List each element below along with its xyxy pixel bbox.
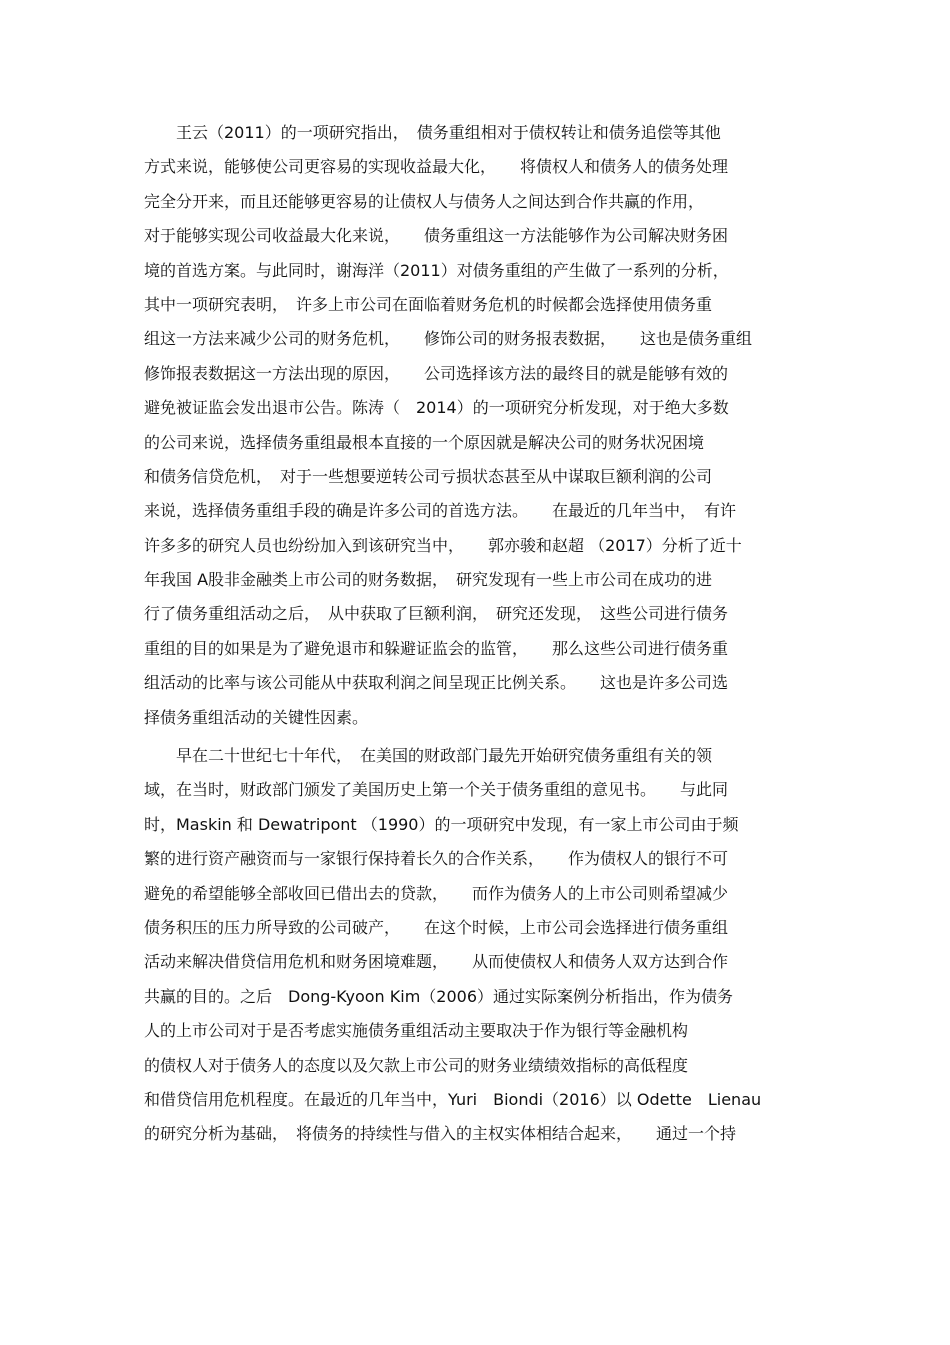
text-line: 其中一项研究表明， 许多上市公司在面临着财务危机的时候都会选择使用债务重 <box>144 294 713 314</box>
text-line: 域，在当时，财政部门颁发了美国历史上第一个关于债务重组的意见书。 与此同 <box>144 780 729 800</box>
text-line: 避免的希望能够全部收回已借出去的贷款， 而作为债务人的上市公司则希望减少 <box>144 883 729 903</box>
text-line: 繁的进行资产融资而与一家银行保持着长久的合作关系， 作为债权人的银行不可 <box>144 849 729 869</box>
text-line: 组活动的比率与该公司能从中获取利润之间呈现正比例关系。 这也是许多公司选 <box>144 673 729 693</box>
text-line: 活动来解决借贷信用危机和财务困境难题， 从而使债权人和债务人双方达到合作 <box>144 952 729 972</box>
text-line: 债务积压的压力所导致的公司破产， 在这个时候，上市公司会选择进行债务重组 <box>144 917 729 937</box>
text-line: 方式来说，能够使公司更容易的实现收益最大化， 将债权人和债务人的债务处理 <box>144 157 729 177</box>
text-line: 修饰报表数据这一方法出现的原因， 公司选择该方法的最终目的就是能够有效的 <box>144 363 729 383</box>
text-line: 和借贷信用危机程度。在最近的几年当中，Yuri Biondi（2016）以 Odette Lienau <box>144 1089 762 1109</box>
text-line: 的公司来说，选择债务重组最根本直接的一个原因就是解决公司的财务状况困境 <box>144 432 705 452</box>
text-line: 人的上市公司对于是否考虑实施债务重组活动主要取决于作为银行等金融机构 <box>144 1021 689 1041</box>
text-line: 避免被证监会发出退市公告。陈涛（ 2014）的一项研究分析发现，对于绝大多数 <box>144 398 729 418</box>
text-line: 来说，选择债务重组手段的确是许多公司的首选方法。 在最近的几年当中， 有许 <box>144 501 737 521</box>
text-line: 和债务信贷危机， 对于一些想要逆转公司亏损状态甚至从中谋取巨额利润的公司 <box>144 466 713 486</box>
text-line: 的债权人对于债务人的态度以及欠款上市公司的财务业绩绩效指标的高低程度 <box>144 1055 689 1075</box>
text-line: 时，Maskin 和 Dewatripont （1990）的一项研究中发现，有一家上市公司由于频 <box>144 814 739 834</box>
text-line: 完全分开来，而且还能够更容易的让债权人与债务人之间达到合作共赢的作用， <box>144 191 705 211</box>
text-line: 组这一方法来减少公司的财务危机， 修饰公司的财务报表数据， 这也是债务重组 <box>144 329 753 349</box>
text-line: 早在二十世纪七十年代， 在美国的财政部门最先开始研究债务重组有关的领 <box>144 746 713 766</box>
body-text <box>144 116 814 1152</box>
text-line: 择债务重组活动的关键性因素。 <box>144 707 369 727</box>
text-line: 共赢的目的。之后 Dong-Kyoon Kim（2006）通过实际案例分析指出，作为债务 <box>144 986 734 1006</box>
text-line: 对于能够实现公司收益最大化来说， 债务重组这一方法能够作为公司解决财务困 <box>144 226 729 246</box>
text-line: 许多多的研究人员也纷纷加入到该研究当中， 郭亦骏和赵超 （2017）分析了近十 <box>144 535 742 555</box>
text-line: 的研究分析为基础， 将债务的持续性与借入的主权实体相结合起来， 通过一个持 <box>144 1124 737 1144</box>
paragraph-2 <box>144 739 814 1152</box>
text-line: 行了债务重组活动之后， 从中获取了巨额利润， 研究还发现， 这些公司进行债务 <box>144 604 729 624</box>
paragraph-1 <box>144 116 814 735</box>
text-line: 境的首选方案。与此同时，谢海洋（2011）对债务重组的产生做了一系列的分析， <box>144 260 729 280</box>
text-line: 重组的目的如果是为了避免退市和躲避证监会的监管， 那么这些公司进行债务重 <box>144 638 729 658</box>
text-line: 王云（2011）的一项研究指出， 债务重组相对于债权转让和债务追偿等其他 <box>144 123 721 142</box>
text-line: 年我国 A股非金融类上市公司的财务数据， 研究发现有一些上市公司在成功的进 <box>144 570 713 590</box>
